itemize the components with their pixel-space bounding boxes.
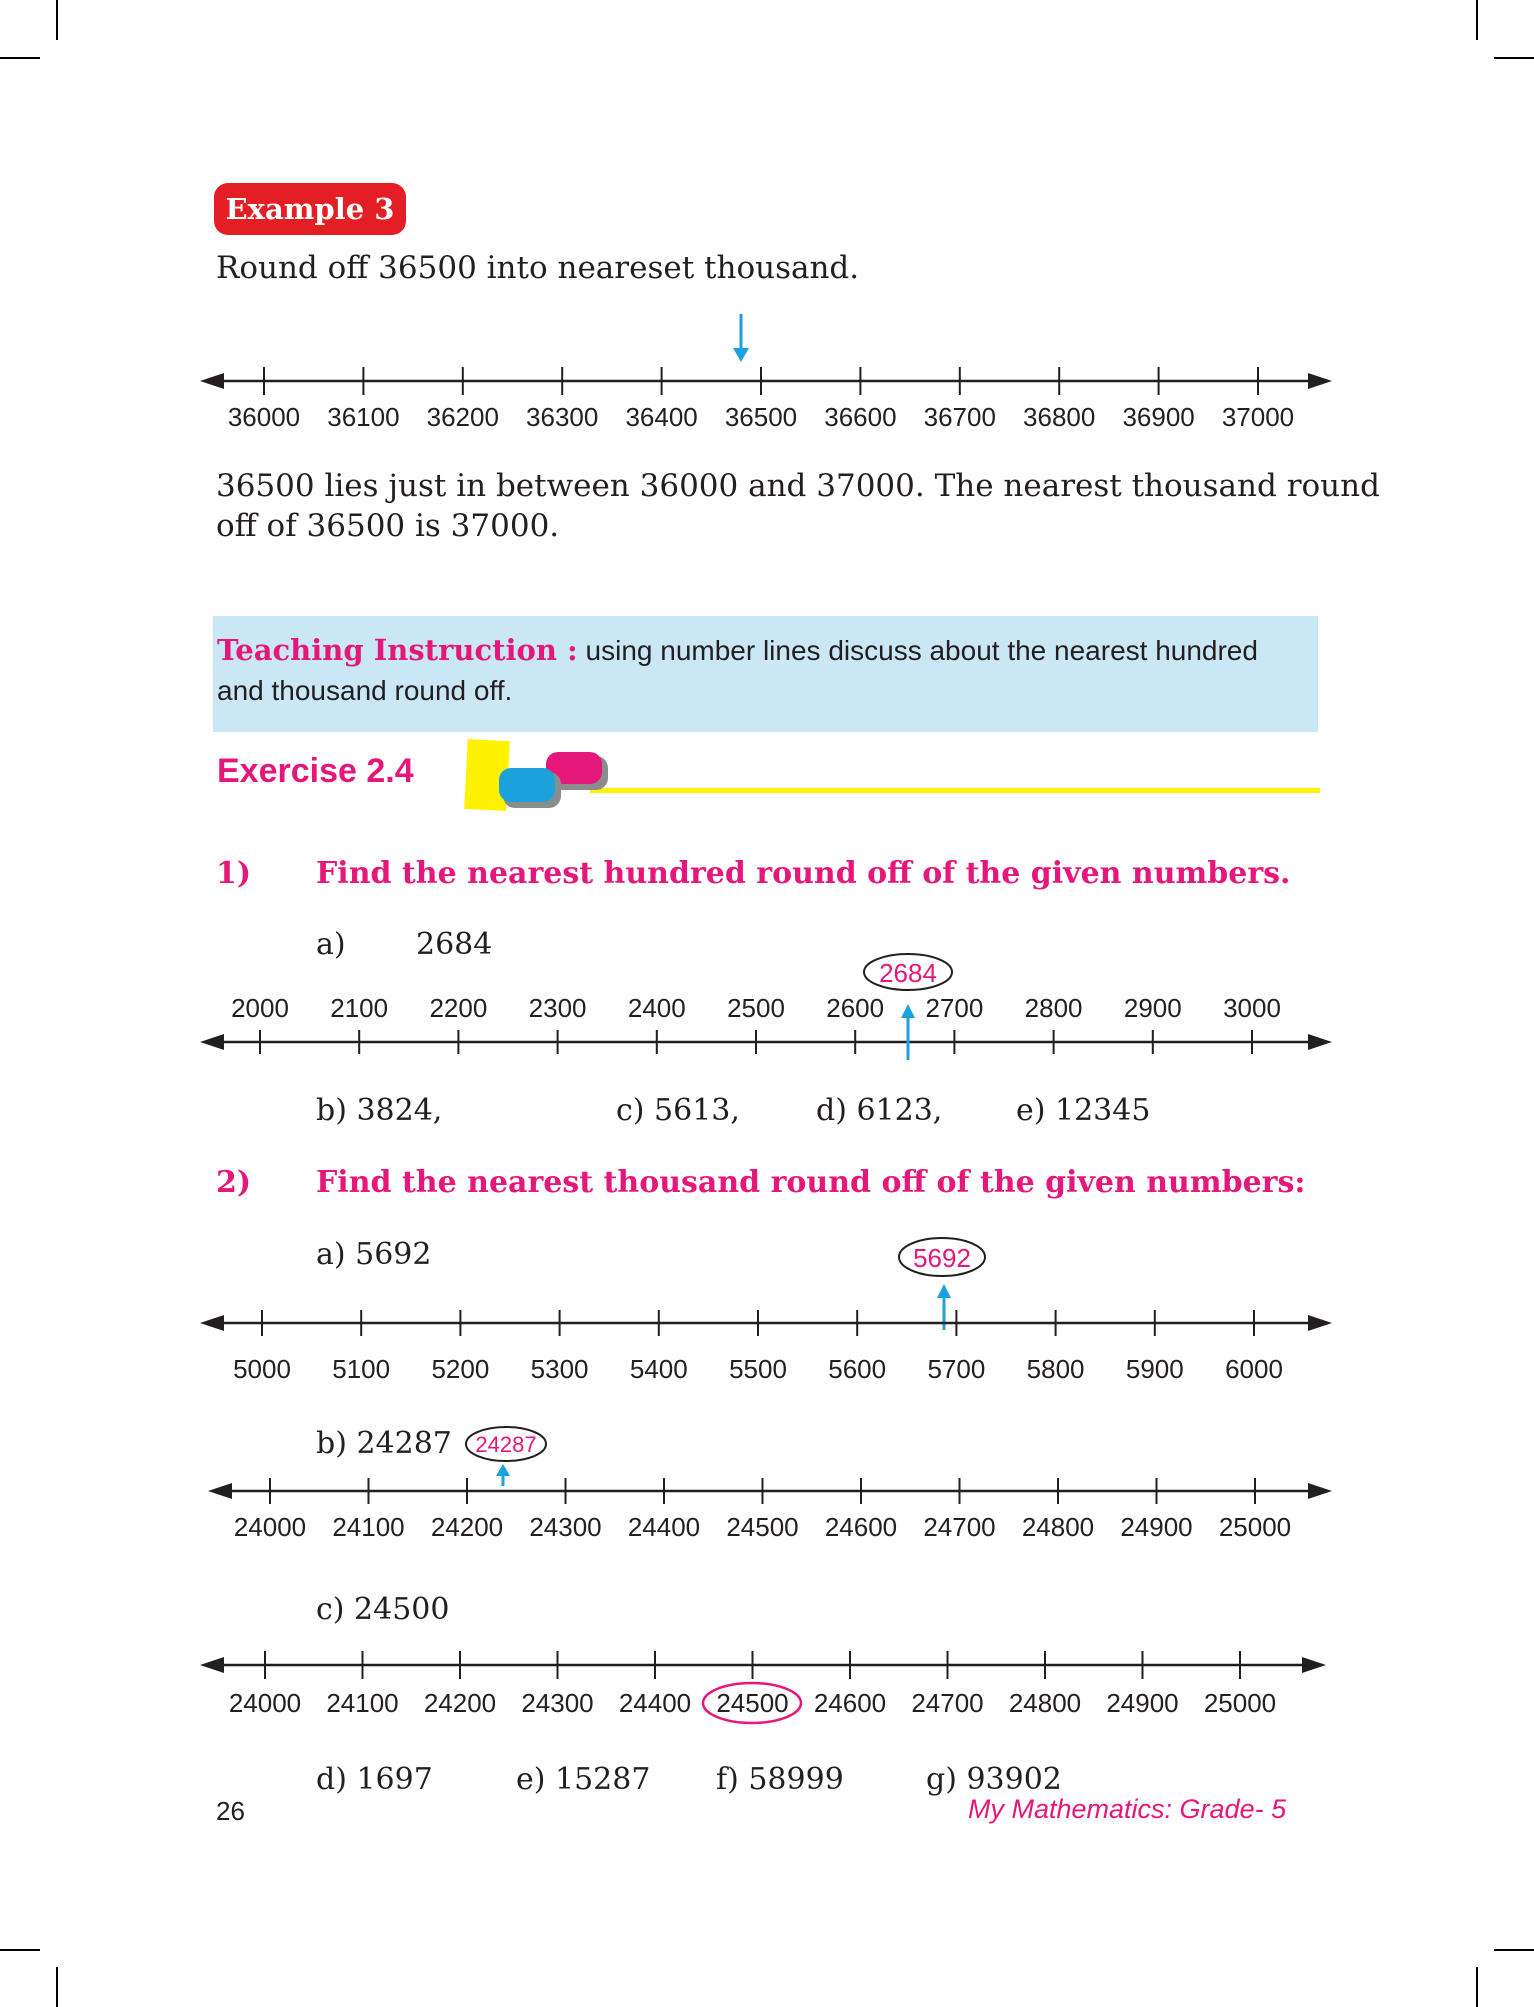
- crop-mark: [1476, 1967, 1478, 2007]
- crop-mark: [56, 1967, 58, 2007]
- tick-label: 24900: [1106, 1688, 1179, 1718]
- example-number-line: [0, 300, 1534, 440]
- question-2b-item: b) 24287: [316, 1426, 452, 1461]
- tick-label: 5300: [530, 1354, 589, 1384]
- tick-label: 2500: [727, 993, 785, 1023]
- right-arrow-head: [1308, 373, 1332, 389]
- marker-label: 5692: [913, 1243, 971, 1273]
- question-1a-value: 2684: [416, 927, 493, 962]
- label-group: [234, 1512, 1291, 1540]
- cyan-shape-icon: [499, 768, 555, 802]
- tick-label: 24800: [1008, 1688, 1082, 1718]
- up-arrow-head: [901, 1004, 915, 1018]
- question-2-number: 2): [216, 1165, 252, 1200]
- up-arrow-head: [937, 1284, 951, 1298]
- teaching-instruction-body: using number lines discuss about the nearest hundred and thousand round off.: [217, 635, 1258, 706]
- tick-label: 25000: [1203, 1688, 1277, 1718]
- teaching-instruction-text: [217, 630, 1307, 711]
- crop-mark: [0, 1949, 40, 1951]
- tick-label: 24300: [529, 1512, 602, 1540]
- tick-label: 5600: [828, 1354, 887, 1384]
- question-1-number-line: [0, 950, 1534, 1070]
- tick-label: 36700: [923, 402, 996, 432]
- question-1-item: d) 6123,: [816, 1093, 943, 1128]
- marker-label: 2684: [879, 958, 937, 988]
- crop-mark: [1476, 0, 1478, 40]
- tick-label: 5000: [233, 1354, 291, 1384]
- tick-label: 24300: [521, 1688, 594, 1718]
- tick-label: 2900: [1123, 993, 1182, 1023]
- tick-label: 24200: [423, 1688, 497, 1718]
- question-2c-number-line: [0, 1630, 1534, 1730]
- explanation-line-2: off of 36500 is 37000.: [216, 508, 560, 544]
- tick-label: 37000: [1221, 402, 1295, 432]
- tick-label: 2300: [528, 993, 587, 1023]
- question-1-text: Find the nearest hundred round off of the given numbers.: [316, 856, 1291, 891]
- label-group: [231, 993, 1281, 1023]
- tick-label: 5800: [1026, 1354, 1085, 1384]
- question-1-item: c) 5613,: [616, 1093, 740, 1128]
- question-2a-number-line: [0, 1230, 1534, 1390]
- crop-mark: [0, 57, 40, 59]
- left-arrow-head: [200, 373, 224, 389]
- tick-label: 36600: [824, 402, 897, 432]
- tick-label: 24100: [326, 1688, 399, 1718]
- crop-mark: [1494, 1949, 1534, 1951]
- right-arrow-head: [1308, 1483, 1332, 1499]
- question-1-item: e) 12345: [1016, 1093, 1151, 1128]
- teaching-instruction-label: Teaching Instruction :: [217, 633, 578, 667]
- question-2-item: e) 15287: [516, 1762, 651, 1797]
- tick-label: 36100: [327, 402, 400, 432]
- exercise-title: Exercise 2.4: [217, 752, 414, 790]
- yellow-rule: [590, 788, 1320, 793]
- up-arrow-head: [496, 1464, 510, 1476]
- label-group: [228, 402, 1294, 432]
- tick-label: 24500: [716, 1688, 789, 1718]
- tick-label: 2800: [1024, 993, 1083, 1023]
- tick-label: 24000: [233, 1512, 307, 1540]
- tick-label: 24700: [923, 1512, 996, 1540]
- crop-mark: [56, 0, 58, 40]
- label-group: [233, 1354, 1283, 1384]
- tick-label: 2600: [826, 993, 885, 1023]
- tick-label: 24600: [824, 1512, 898, 1540]
- tick-label: 24100: [332, 1512, 405, 1540]
- tick-label: 5700: [927, 1354, 986, 1384]
- tick-label: 24500: [726, 1512, 799, 1540]
- page-number: 26: [216, 1796, 245, 1826]
- tick-label: 24400: [627, 1512, 701, 1540]
- tick-label: 24400: [618, 1688, 692, 1718]
- left-arrow-head: [200, 1034, 224, 1050]
- tick-label: 2200: [429, 993, 488, 1023]
- right-arrow-head: [1308, 1034, 1332, 1050]
- tick-label: 2100: [330, 993, 389, 1023]
- question-2a-item: a) 5692: [316, 1237, 432, 1272]
- tick-label: 24600: [813, 1688, 887, 1718]
- tick-label: 24000: [228, 1688, 302, 1718]
- tick-label: 25000: [1218, 1512, 1292, 1540]
- question-2-item: f) 58999: [716, 1762, 844, 1797]
- tick-label: 36800: [1023, 402, 1096, 432]
- tick-label: 36300: [526, 402, 599, 432]
- tick-label: 5500: [729, 1354, 787, 1384]
- question-1a-label: a): [316, 927, 346, 962]
- question-1-number: 1): [216, 856, 252, 891]
- tick-label: 24200: [430, 1512, 504, 1540]
- tick-label: 36500: [724, 402, 798, 432]
- label-group: [229, 1688, 1276, 1718]
- example-badge: Example 3: [214, 183, 406, 235]
- example-prompt: Round off 36500 into neareset thousand.: [216, 250, 860, 286]
- marker-label: 24287: [475, 1432, 537, 1457]
- tick-label: 5400: [629, 1354, 688, 1384]
- tick-label: 24900: [1120, 1512, 1193, 1540]
- tick-label: 5100: [332, 1354, 391, 1384]
- tick-label: 5200: [431, 1354, 490, 1384]
- tick-label: 5900: [1125, 1354, 1184, 1384]
- teaching-instruction-box: [213, 616, 1318, 732]
- crop-mark: [1494, 57, 1534, 59]
- question-2-item: d) 1697: [316, 1762, 433, 1797]
- tick-label: 36900: [1122, 402, 1195, 432]
- right-arrow-head: [1302, 1657, 1326, 1673]
- question-2-text: Find the nearest thousand round off of the given numbers:: [316, 1165, 1306, 1200]
- book-title: My Mathematics: Grade- 5: [968, 1794, 1287, 1824]
- tick-label: 24700: [911, 1688, 984, 1718]
- question-1-item: b) 3824,: [316, 1093, 443, 1128]
- tick-label: 36200: [426, 402, 499, 432]
- question-2c-item: c) 24500: [316, 1592, 450, 1627]
- exercise-decoration: [450, 738, 1330, 818]
- tick-label: 2000: [231, 993, 289, 1023]
- left-arrow-head: [200, 1315, 224, 1331]
- right-arrow-head: [1308, 1315, 1332, 1331]
- tick-label: 36400: [625, 402, 698, 432]
- question-2-item: g) 93902: [926, 1762, 1062, 1797]
- explanation-line-1: 36500 lies just in between 36000 and 37000. The nearest thousand round: [216, 468, 1380, 504]
- tick-label: 2400: [627, 993, 686, 1023]
- tick-label: 2700: [925, 993, 984, 1023]
- question-2b-number-line: [0, 1420, 1534, 1540]
- tick-label: 36000: [227, 402, 301, 432]
- tick-label: 3000: [1223, 993, 1281, 1023]
- tick-label: 24800: [1021, 1512, 1095, 1540]
- left-arrow-head: [200, 1657, 224, 1673]
- left-arrow-head: [208, 1483, 232, 1499]
- tick-label: 6000: [1225, 1354, 1283, 1384]
- down-arrow-head: [733, 348, 749, 362]
